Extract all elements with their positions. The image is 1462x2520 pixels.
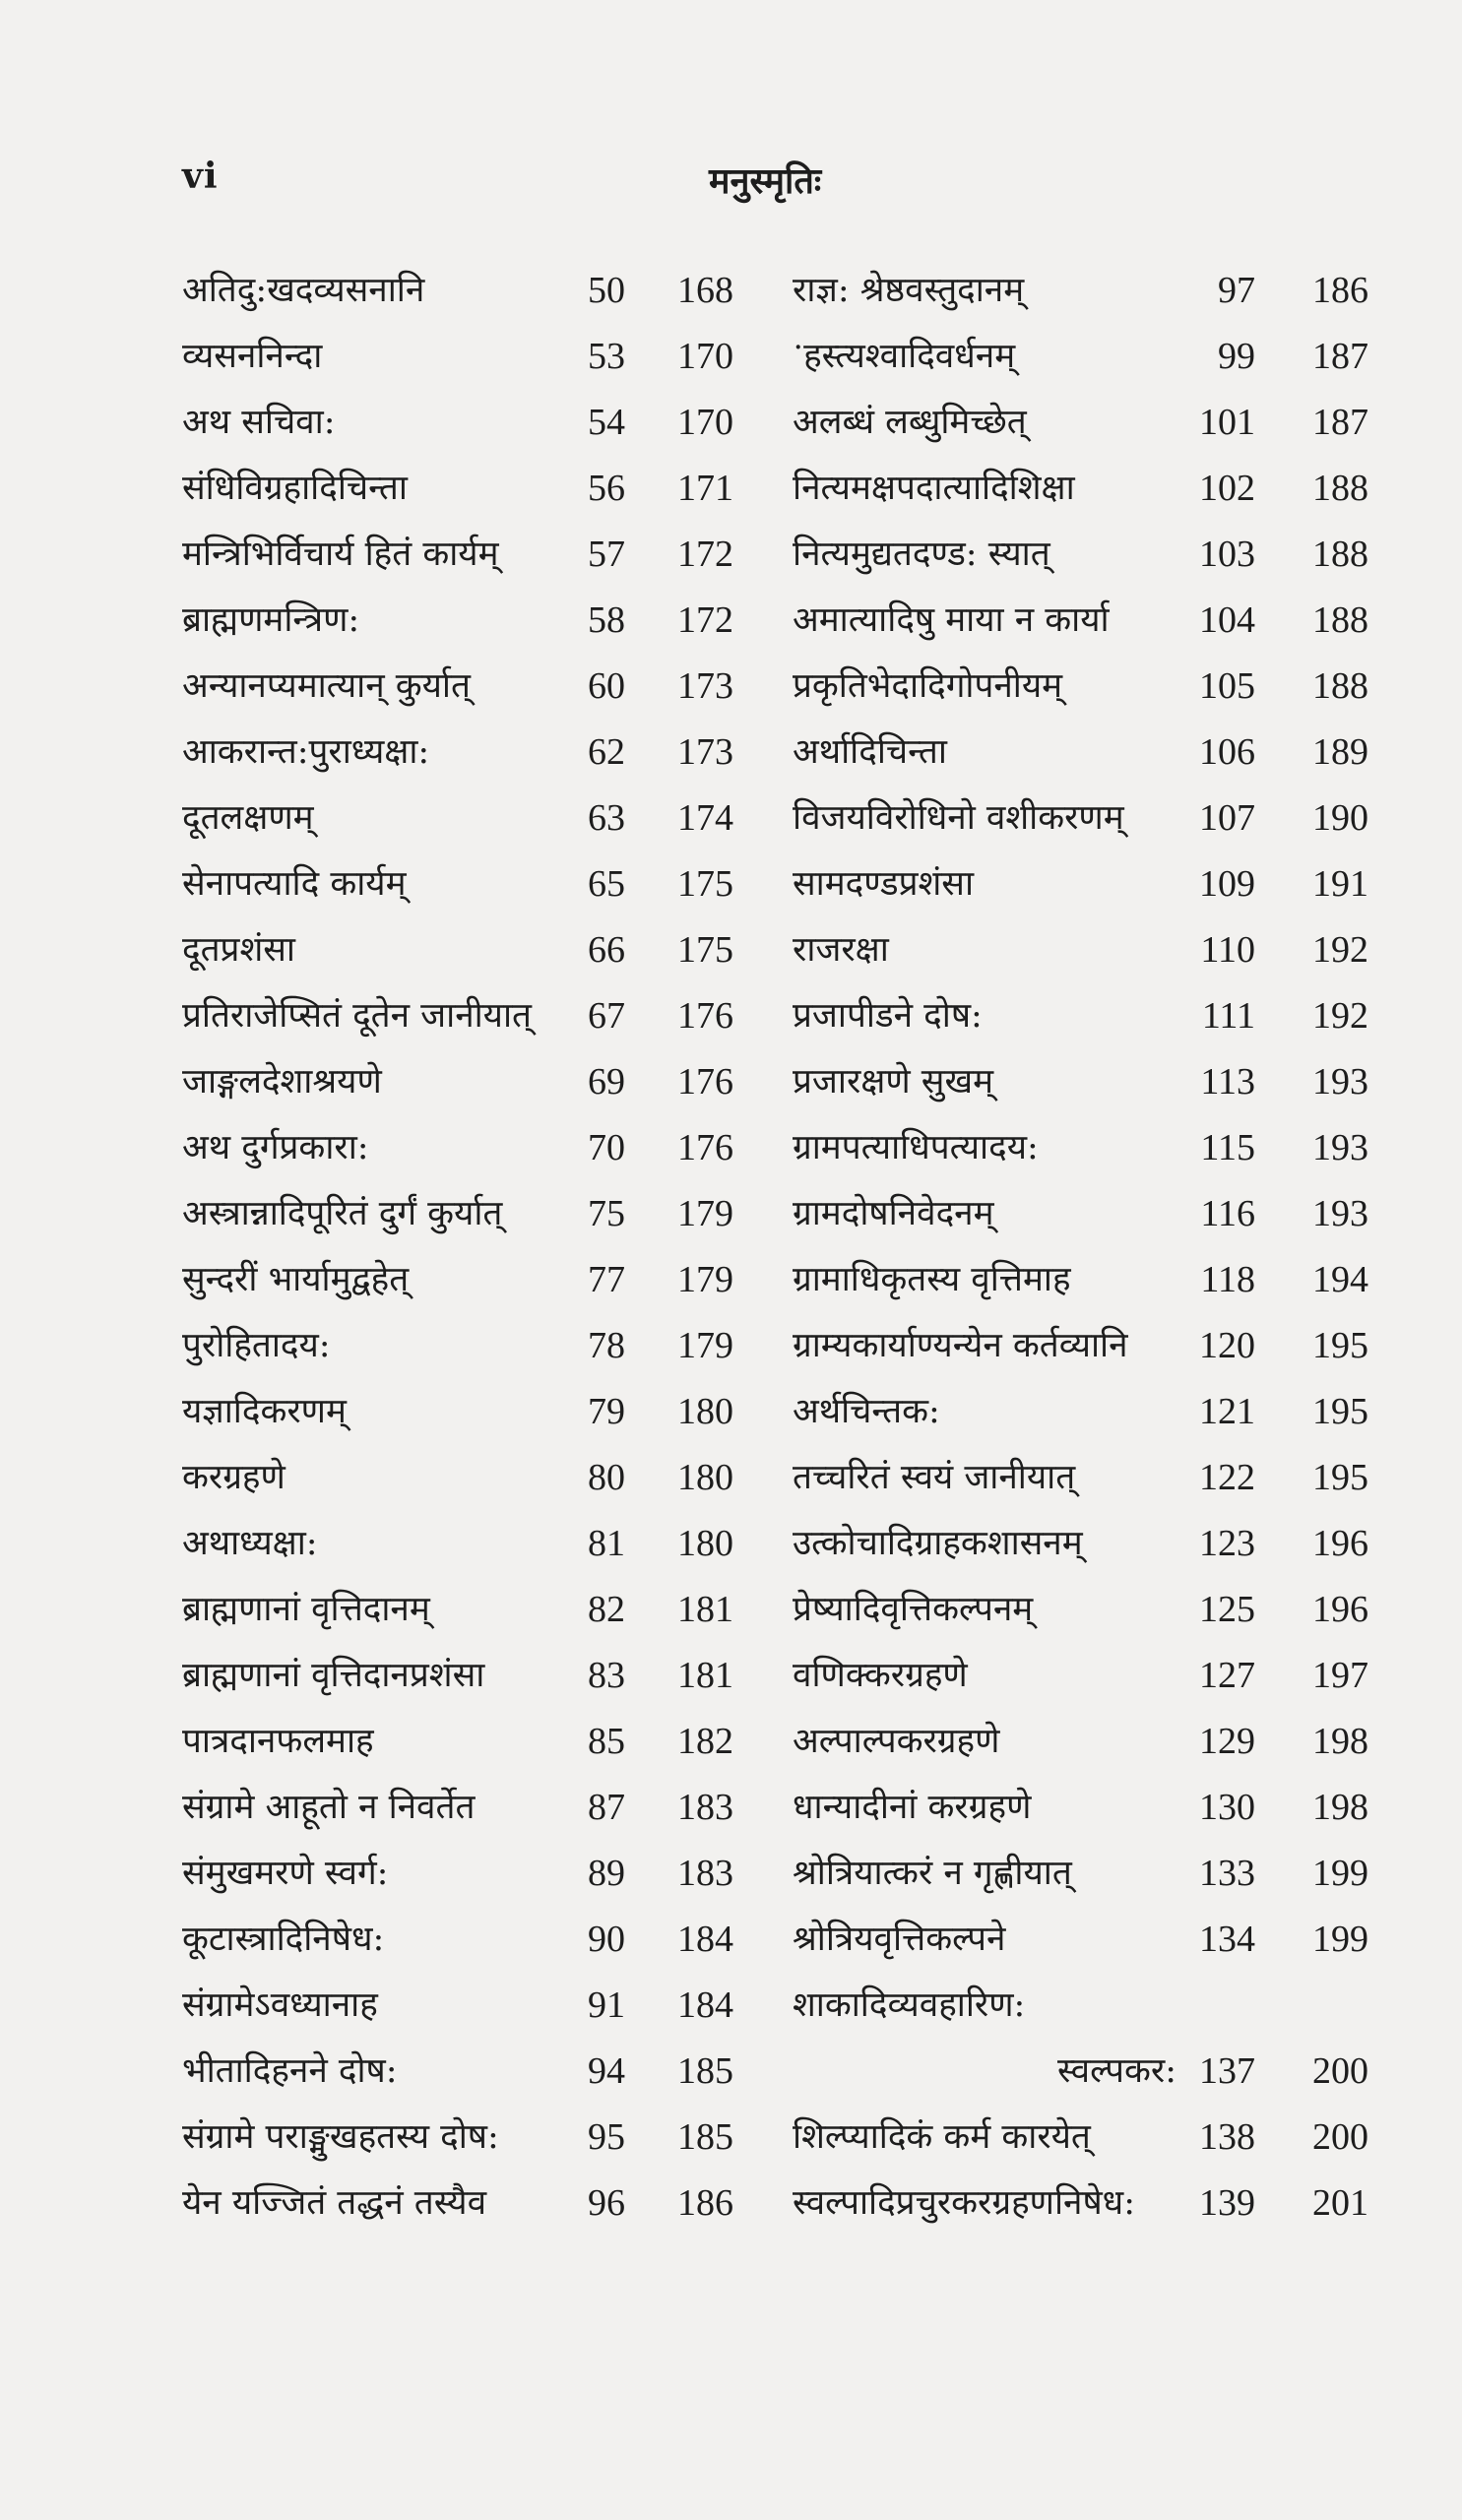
index-row [182,1313,753,1379]
entry-title: पुरोहितादय: [182,1326,331,1365]
index-row [182,786,753,851]
verse-number: 70 [588,1127,625,1168]
index-row [793,390,1383,456]
page-ref: 184 [677,1984,733,2026]
page-ref: 180 [677,1457,733,1498]
index-row [182,720,753,786]
verse-number: 54 [588,402,625,443]
page-ref: 179 [677,1193,733,1234]
page-ref: 186 [677,2182,733,2224]
index-row [793,1379,1383,1445]
page-ref: 186 [1312,270,1368,311]
entry-title: येन यज्जितं तद्धनं तस्यैव [182,2183,487,2223]
verse-number: 111 [1201,995,1255,1037]
verse-number: 110 [1200,929,1255,971]
entry-title: उत्कोचादिग्राहकशासनम् [793,1524,1083,1563]
verse-number: 137 [1199,2050,1255,2092]
index-row [793,1907,1383,1973]
entry-title: अन्यानप्यमात्यान् कुर्यात् [182,666,471,706]
entry-title: वणिक्करग्रहणे [793,1656,968,1695]
entry-title: तच्चरितं स्वयं जानीयात् [793,1458,1076,1497]
index-row [182,851,753,917]
index-row [793,917,1383,983]
index-row [182,1181,753,1247]
index-row [182,1115,753,1181]
entry-title: ब्राह्मणानां वृत्तिदानम् [182,1590,430,1629]
verse-number: 125 [1199,1589,1255,1630]
index-row [182,522,753,588]
entry-title: संग्रामे पराङ्मुखहतस्य दोष: [182,2117,499,2157]
index-row [793,588,1383,654]
page-ref: 171 [677,468,733,509]
entry-title: आकरान्त:पुराध्यक्षा: [182,732,430,772]
page-ref: 201 [1312,2182,1368,2224]
entry-title: प्रकृतिभेदादिगोपनीयम् [793,666,1063,706]
verse-number: 127 [1199,1655,1255,1696]
index-row [182,1247,753,1313]
entry-title: संमुखमरणे स्वर्ग: [182,1854,389,1893]
index-row [182,390,753,456]
page-ref: 179 [677,1259,733,1300]
index-row [793,1115,1383,1181]
page-ref: 173 [677,665,733,707]
page-ref: 179 [677,1325,733,1366]
index-row [793,1511,1383,1577]
entry-title: ग्राम्यकार्याण्यन्येन कर्तव्यानि [793,1326,1128,1365]
page-ref: 170 [677,336,733,377]
index-row [182,2171,753,2236]
verse-number: 102 [1199,468,1255,509]
entry-title: यज्ञादिकरणम् [182,1392,347,1431]
entry-title: ब्राह्मणमन्त्रिण: [182,600,360,640]
index-row [182,1643,753,1709]
index-row [182,1511,753,1577]
entry-title: मन्त्रिभिर्विचार्य हितं कार्यम् [182,535,499,574]
verse-number: 80 [588,1457,625,1498]
entry-title: करग्रहणे [182,1458,286,1497]
index-row [793,2105,1383,2171]
page-ref: 189 [1312,731,1368,773]
entry-title: अथ सचिवा: [182,403,336,442]
page-ref: 187 [1312,402,1368,443]
page-ref: 180 [677,1523,733,1564]
entry-title: राज्ञ: श्रेष्ठवस्तुदानम् [793,271,1025,310]
entry-title: नित्यमक्षपदात्यादिशिक्षा [793,469,1075,508]
verse-number: 75 [588,1193,625,1234]
page-ref: 185 [677,2116,733,2158]
verse-number: 123 [1199,1523,1255,1564]
page-ref: 183 [677,1787,733,1828]
index-row [793,324,1383,390]
index-row [182,1973,753,2039]
entry-title: श्रोत्रियात्करं न गृह्णीयात् [793,1854,1072,1893]
page-ref: 173 [677,731,733,773]
index-row [793,786,1383,851]
verse-number: 65 [588,863,625,905]
entry-title: अस्त्रान्नादिपूरितं दुर्गं कुर्यात् [182,1194,503,1233]
entry-title: धान्यादीनां करग्रहणे [793,1788,1032,1827]
entry-title: ब्राह्मणानां वृत्तिदानप्रशंसा [182,1656,485,1695]
verse-number: 118 [1200,1259,1255,1300]
running-title: मनुस्मृतिः [709,160,822,202]
verse-number: 53 [588,336,625,377]
page-ref: 175 [677,929,733,971]
index-row [793,1313,1383,1379]
verse-number: 134 [1199,1919,1255,1960]
page-ref: 188 [1312,665,1368,707]
entry-title: दूतप्रशंसा [182,930,295,970]
index-row [793,654,1383,720]
page-ref: 170 [677,402,733,443]
verse-number: 90 [588,1919,625,1960]
page-ref: 193 [1312,1127,1368,1168]
index-row [793,1181,1383,1247]
entry-title: विजयविरोधिनो वशीकरणम् [793,798,1124,838]
index-row [182,1379,753,1445]
entry-title: शाकादिव्यवहारिण: [793,1985,1026,2025]
verse-number: 79 [588,1391,625,1432]
page-ref: 182 [677,1721,733,1762]
page-ref: 174 [677,797,733,839]
verse-number: 77 [588,1259,625,1300]
entry-title: दूतलक्षणम् [182,798,314,838]
verse-number: 63 [588,797,625,839]
verse-number: 105 [1199,665,1255,707]
verse-number: 58 [588,599,625,641]
page-ref: 196 [1312,1589,1368,1630]
page-ref: 175 [677,863,733,905]
entry-title: पात्रदानफलमाह [182,1722,374,1761]
verse-number: 82 [588,1589,625,1630]
entry-title: अमात्यादिषु माया न कार्या [793,600,1110,640]
verse-number: 129 [1199,1721,1255,1762]
index-row [793,851,1383,917]
verse-number: 57 [588,534,625,575]
index-row [182,258,753,324]
verse-number: 50 [588,270,625,311]
entry-title: स्वल्पादिप्रचुरकरग्रहणनिषेध: [793,2183,1136,2223]
entry-title: अथाध्यक्षा: [182,1524,318,1563]
page-ref: 190 [1312,797,1368,839]
verse-number: 87 [588,1787,625,1828]
verse-number: 104 [1199,599,1255,641]
page-ref: 200 [1312,2116,1368,2158]
verse-number: 94 [588,2050,625,2092]
verse-number: 97 [1218,270,1255,311]
index-row [793,456,1383,522]
index-row [182,1577,753,1643]
entry-title: व्यसननिन्दा [182,337,323,376]
index-row [182,917,753,983]
entry-title: संग्रामेऽवध्यानाह [182,1985,378,2025]
page-ref: 181 [677,1655,733,1696]
entry-title: ॱहस्त्यश्वादिवर्धनम् [793,337,1016,376]
verse-number: 130 [1199,1787,1255,1828]
entry-title: प्रजापीडने दोष: [793,996,983,1036]
index-row [182,1709,753,1775]
index-row [182,2039,753,2105]
entry-title: अल्पाल्पकरग्रहणे [793,1722,1000,1761]
index-row [182,1841,753,1907]
entry-title: स्वल्पकर: [1057,2051,1176,2091]
entry-title: ग्रामदोषनिवेदनम् [793,1194,994,1233]
entry-title: संग्रामे आहूतो न निवर्तेत [182,1788,476,1827]
index-row [793,1247,1383,1313]
page-ref: 199 [1312,1853,1368,1894]
index-row [182,324,753,390]
entry-title: अतिदु:खदव्यसनानि [182,271,425,310]
index-row [793,1445,1383,1511]
page-ref: 200 [1312,2050,1368,2092]
verse-number: 60 [588,665,625,707]
entry-title: सामदण्डप्रशंसा [793,864,975,904]
entry-title: प्रजारक्षणे सुखम् [793,1062,994,1102]
verse-number: 120 [1199,1325,1255,1366]
verse-number: 139 [1199,2182,1255,2224]
entry-title: संधिविग्रहादिचिन्ता [182,469,408,508]
verse-number: 96 [588,2182,625,2224]
entry-title: कूटास्त्रादिनिषेध: [182,1920,385,1959]
verse-number: 109 [1199,863,1255,905]
entry-title: अर्थचिन्तक: [793,1392,940,1431]
verse-number: 89 [588,1853,625,1894]
page-ref: 197 [1312,1655,1368,1696]
page-number: vi [182,156,219,197]
page-ref: 192 [1312,929,1368,971]
verse-number: 69 [588,1061,625,1102]
index-row [793,1775,1383,1841]
entry-title: प्रतिराजेप्सितं दूतेन जानीयात् [182,996,532,1036]
index-row [793,720,1383,786]
entry-title: शिल्प्यादिकं कर्म कारयेत् [793,2117,1091,2157]
index-row [793,2171,1383,2236]
page-ref: 188 [1312,599,1368,641]
page-ref: 198 [1312,1787,1368,1828]
index-row [793,1049,1383,1115]
page-ref: 192 [1312,995,1368,1037]
verse-number: 122 [1199,1457,1255,1498]
verse-number: 85 [588,1721,625,1762]
page-ref: 196 [1312,1523,1368,1564]
page-ref: 181 [677,1589,733,1630]
verse-number: 83 [588,1655,625,1696]
entry-title: ग्रामाधिकृतस्य वृत्तिमाह [793,1260,1071,1299]
page-ref: 180 [677,1391,733,1432]
page-ref: 191 [1312,863,1368,905]
page-ref: 187 [1312,336,1368,377]
page-ref: 176 [677,1061,733,1102]
entry-title: ग्रामपत्याधिपत्यादय: [793,1128,1039,1167]
entry-title: अथ दुर्गप्रकारा: [182,1128,369,1167]
index-row [182,1907,753,1973]
index-row [793,1709,1383,1775]
verse-number: 81 [588,1523,625,1564]
index-row [182,2105,753,2171]
page-ref: 193 [1312,1061,1368,1102]
verse-number: 106 [1199,731,1255,773]
page-ref: 194 [1312,1259,1368,1300]
page-ref: 185 [677,2050,733,2092]
entry-title: जाङ्गलदेशाश्रयणे [182,1062,382,1102]
verse-number: 95 [588,2116,625,2158]
entry-title: सुन्दरीं भार्यामुद्वहेत् [182,1260,410,1299]
entry-title: प्रेष्यादिवृत्तिकल्पनम् [793,1590,1034,1629]
page-ref: 183 [677,1853,733,1894]
index-row [182,654,753,720]
page-ref: 188 [1312,534,1368,575]
verse-number: 99 [1218,336,1255,377]
verse-number: 103 [1199,534,1255,575]
entry-title: भीतादिहनने दोष: [182,2051,398,2091]
index-row [793,2039,1383,2105]
verse-number: 133 [1199,1853,1255,1894]
page-ref: 199 [1312,1919,1368,1960]
index-row [793,1973,1383,2039]
verse-number: 56 [588,468,625,509]
verse-number: 115 [1200,1127,1255,1168]
verse-number: 121 [1199,1391,1255,1432]
page-ref: 172 [677,599,733,641]
index-row [793,1841,1383,1907]
index-row [793,1643,1383,1709]
page-ref: 168 [677,270,733,311]
verse-number: 91 [588,1984,625,2026]
page-ref: 193 [1312,1193,1368,1234]
index-column-right [793,258,1383,2236]
page-ref: 172 [677,534,733,575]
entry-title: श्रोत्रियवृत्तिकल्पने [793,1920,1006,1959]
page-ref: 188 [1312,468,1368,509]
index-row [793,1577,1383,1643]
page-ref: 176 [677,1127,733,1168]
verse-number: 62 [588,731,625,773]
index-row [793,983,1383,1049]
page-ref: 195 [1312,1391,1368,1432]
index-column-left [182,258,753,2236]
index-row [182,588,753,654]
index-row [182,1049,753,1115]
index-row [182,983,753,1049]
page-ref: 184 [677,1919,733,1960]
verse-number: 66 [588,929,625,971]
verse-number: 107 [1199,797,1255,839]
verse-number: 67 [588,995,625,1037]
verse-number: 113 [1200,1061,1255,1102]
index-row [182,456,753,522]
entry-title: अर्थादिचिन्ता [793,732,947,772]
verse-number: 101 [1199,402,1255,443]
page-ref: 195 [1312,1325,1368,1366]
page-ref: 195 [1312,1457,1368,1498]
index-row [793,522,1383,588]
verse-number: 78 [588,1325,625,1366]
index-row [182,1775,753,1841]
entry-title: नित्यमुद्यतदण्ड: स्यात् [793,535,1050,574]
verse-number: 116 [1200,1193,1255,1234]
verse-number: 138 [1199,2116,1255,2158]
entry-title: राजरक्षा [793,930,889,970]
page-ref: 176 [677,995,733,1037]
entry-title: अलब्धं लब्धुमिच्छेत् [793,403,1027,442]
index-row [182,1445,753,1511]
entry-title: सेनापत्यादि कार्यम् [182,864,407,904]
index-row [793,258,1383,324]
page-ref: 198 [1312,1721,1368,1762]
